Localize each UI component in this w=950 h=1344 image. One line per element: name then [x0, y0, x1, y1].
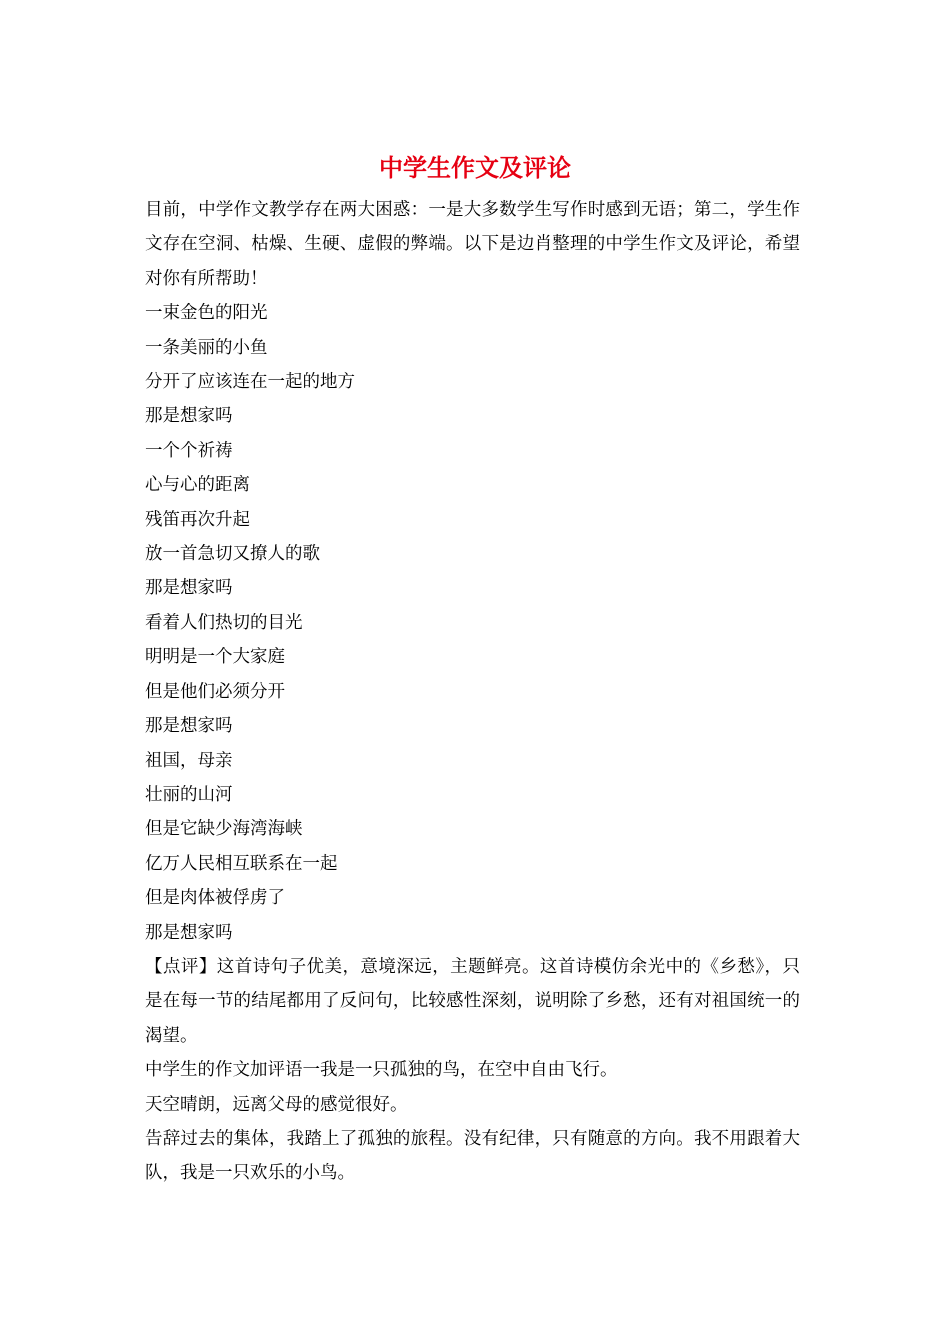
poem-line: 一条美丽的小鱼 [145, 337, 268, 358]
poem-line: 看着人们热切的目光 [145, 612, 303, 633]
poem-line: 分开了应该连在一起的地方 [145, 372, 355, 393]
poem-line: 那是想家吗 [145, 406, 233, 427]
document-body [145, 193, 800, 1191]
document-title: 中学生作文及评论 [379, 153, 571, 182]
intro-paragraph: 目前，中学作文教学存在两大困惑：一是大多数学生写作时感到无语；第二，学生作文存在空洞、枯燥、生硬、虚假的弊端。以下是边肖整理的中学生作文及评论，希望对你有所帮助！ [145, 200, 800, 289]
poem-line: 一束金色的阳光 [145, 303, 268, 324]
poem-line: 祖国，母亲 [145, 750, 233, 771]
poem-line: 那是想家吗 [145, 716, 233, 737]
poem-line: 亿万人民相互联系在一起 [145, 853, 338, 874]
poem-line: 一个个祈祷 [145, 440, 233, 461]
poem-line: 壮丽的山河 [145, 784, 233, 805]
poem-line: 但是它缺少海湾海峡 [145, 819, 303, 840]
poem-line: 明明是一个大家庭 [145, 647, 285, 668]
poem-line: 残笛再次升起 [145, 509, 250, 530]
poem [145, 296, 800, 950]
comment-paragraph: 【点评】这首诗句子优美，意境深远，主题鲜亮。这首诗模仿余光中的《乡愁》，只是在每一节的结尾都用了反问句，比较感性深刻，说明除了乡愁，还有对祖国统一的渴望。 [145, 956, 800, 1046]
poem-line: 放一首急切又撩人的歌 [145, 544, 320, 565]
essay-paragraph: 告辞过去的集体，我踏上了孤独的旅程。没有纪律，只有随意的方向。我不用跟着大队，我是一只欢乐的小鸟。 [145, 1128, 800, 1184]
essay-paragraph: 天空晴朗，远离父母的感觉很好。 [145, 1094, 408, 1115]
essay-heading: 中学生的作文加评语一我是一只孤独的鸟，在空中自由飞行。 [145, 1060, 618, 1081]
poem-line: 但是肉体被俘虏了 [145, 888, 285, 909]
poem-line: 那是想家吗 [145, 922, 233, 943]
poem-line: 但是他们必须分开 [145, 681, 285, 702]
poem-line: 那是想家吗 [145, 578, 233, 599]
poem-line: 心与心的距离 [145, 475, 250, 496]
